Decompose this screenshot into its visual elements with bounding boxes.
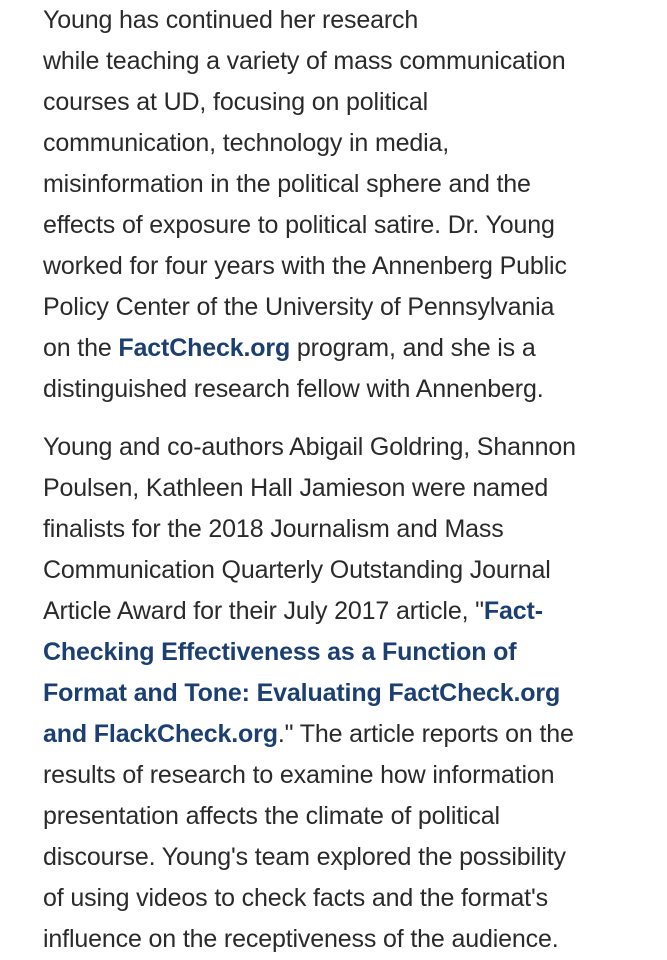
- text-line: [43, 328, 567, 369]
- paragraph-research: [43, 0, 567, 410]
- text-line: misinformation in the political sphere and the: [43, 170, 531, 198]
- text-line: Poulsen, Kathleen Hall Jamieson were named: [43, 474, 549, 502]
- article-title-link[interactable]: Fact-: [483, 597, 543, 625]
- text-line: Policy Center of the University of Pennsylvania: [43, 293, 555, 321]
- text-line: communication, technology in media,: [43, 129, 450, 157]
- text-line: [43, 673, 576, 714]
- paragraph-award: [43, 427, 576, 960]
- text-segment: program, and she is a: [290, 334, 536, 362]
- article-title-link[interactable]: and FlackCheck.org: [43, 720, 278, 748]
- text-line: of using videos to check facts and the format's: [43, 884, 548, 912]
- text-segment: on the: [43, 334, 119, 362]
- text-line: discourse. Young's team explored the possibility: [43, 843, 566, 871]
- text-line: influence on the receptiveness of the audience.: [43, 925, 559, 953]
- text-line: [43, 714, 576, 755]
- text-segment: Article Award for their July 2017 article, ": [43, 597, 484, 625]
- text-line: distinguished research fellow with Annenberg.: [43, 375, 544, 403]
- text-line: Communication Quarterly Outstanding Journal: [43, 556, 551, 584]
- article-title-link[interactable]: Checking Effectiveness as a Function of: [43, 638, 517, 666]
- article-title-link[interactable]: Format and Tone: Evaluating FactCheck.org: [43, 679, 561, 707]
- text-line: while teaching a variety of mass communication: [43, 47, 566, 75]
- text-line: Young has continued her research: [43, 6, 419, 34]
- text-line: presentation affects the climate of political: [43, 802, 500, 830]
- factcheck-link[interactable]: FactCheck.org: [118, 334, 291, 362]
- text-line: finalists for the 2018 Journalism and Mass: [43, 515, 504, 543]
- text-line: [43, 591, 576, 632]
- text-line: worked for four years with the Annenberg Public: [43, 252, 567, 280]
- text-line: courses at UD, focusing on political: [43, 88, 429, 116]
- text-line: results of research to examine how information: [43, 761, 555, 789]
- text-line: [43, 632, 576, 673]
- text-segment: ." The article reports on the: [277, 720, 574, 748]
- text-line: Young and co-authors Abigail Goldring, Shannon: [43, 433, 576, 461]
- text-line: effects of exposure to political satire. Dr. Young: [43, 211, 555, 239]
